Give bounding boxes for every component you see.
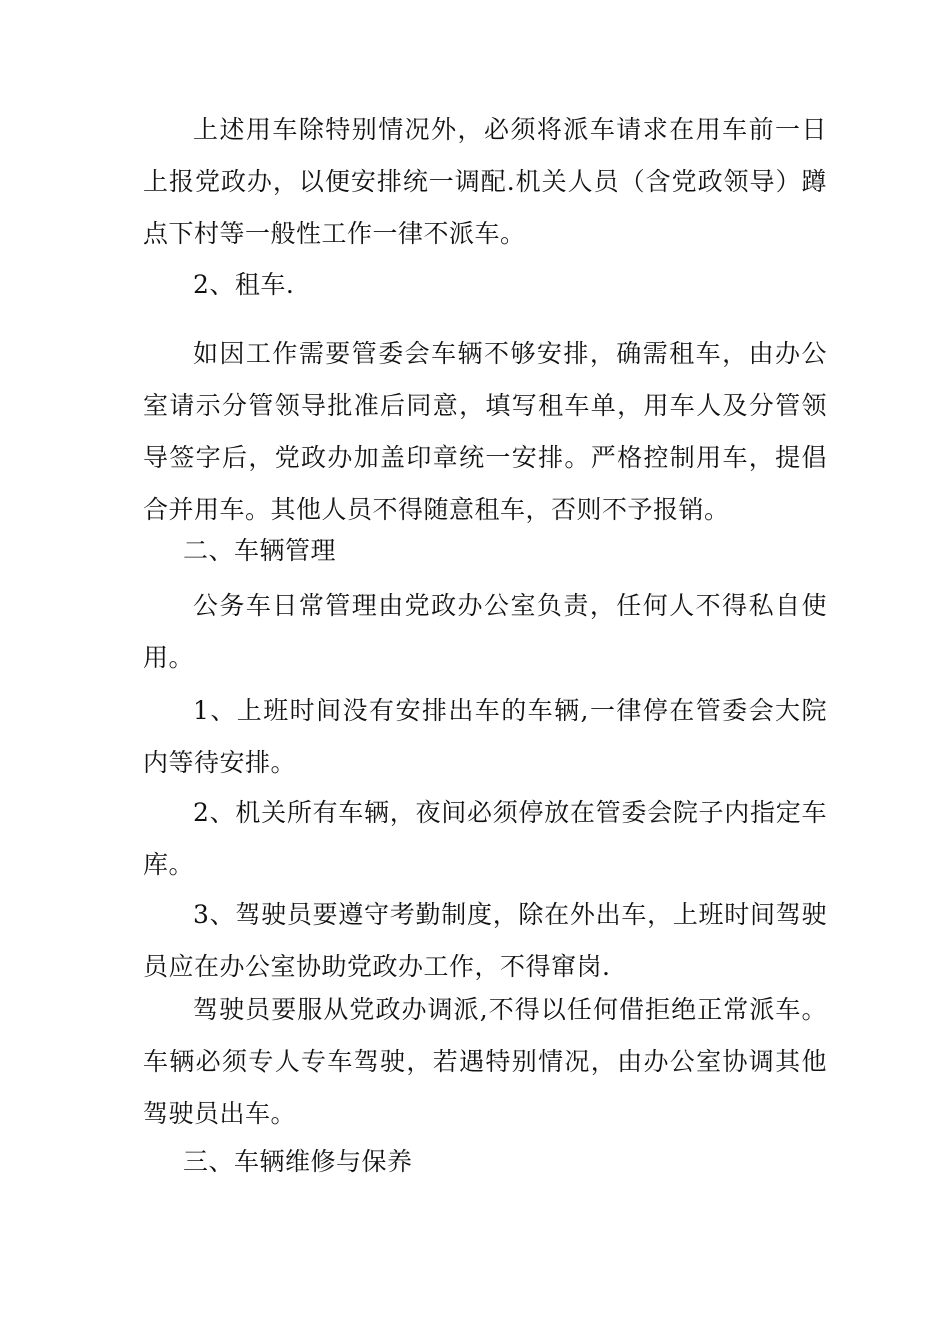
item-driver-attendance: 3、驾驶员要遵守考勤制度，除在外出车，上班时间驾驶员应在办公室协助党政办工作，不得窜岗. (143, 900, 827, 981)
section-heading-maintenance: 三、车辆维修与保养 (183, 1147, 413, 1176)
paragraph-car-rental-rules: 如因工作需要管委会车辆不够安排，确需租车，由办公室请示分管领导批准后同意，填写租车单，用车人及分管领导签字后，党政办加盖印章统一安排。严格控制用车，提倡合并用车。其他人员不得随意租车，否则不予报销。 (143, 339, 827, 524)
item-daytime-parking: 1、上班时间没有安排出车的车辆,一律停在管委会大院内等待安排。 (143, 696, 827, 777)
section-heading-vehicle-management: 二、车辆管理 (183, 536, 337, 565)
item-car-rental: 2、租车. (193, 270, 295, 299)
paragraph-dispatch-rules: 上述用车除特别情况外，必须将派车请求在用车前一日上报党政办，以便安排统一调配.机关人员（含党政领导）蹲点下村等一般性工作一律不派车。 (143, 115, 827, 248)
paragraph-daily-management: 公务车日常管理由党政办公室负责，任何人不得私自使用。 (143, 591, 827, 672)
paragraph-driver-dispatch: 驾驶员要服从党政办调派,不得以任何借拒绝正常派车。车辆必须专人专车驾驶，若遇特别情况，由办公室协调其他驾驶员出车。 (143, 995, 827, 1128)
item-night-parking: 2、机关所有车辆，夜间必须停放在管委会院子内指定车库。 (143, 798, 827, 879)
